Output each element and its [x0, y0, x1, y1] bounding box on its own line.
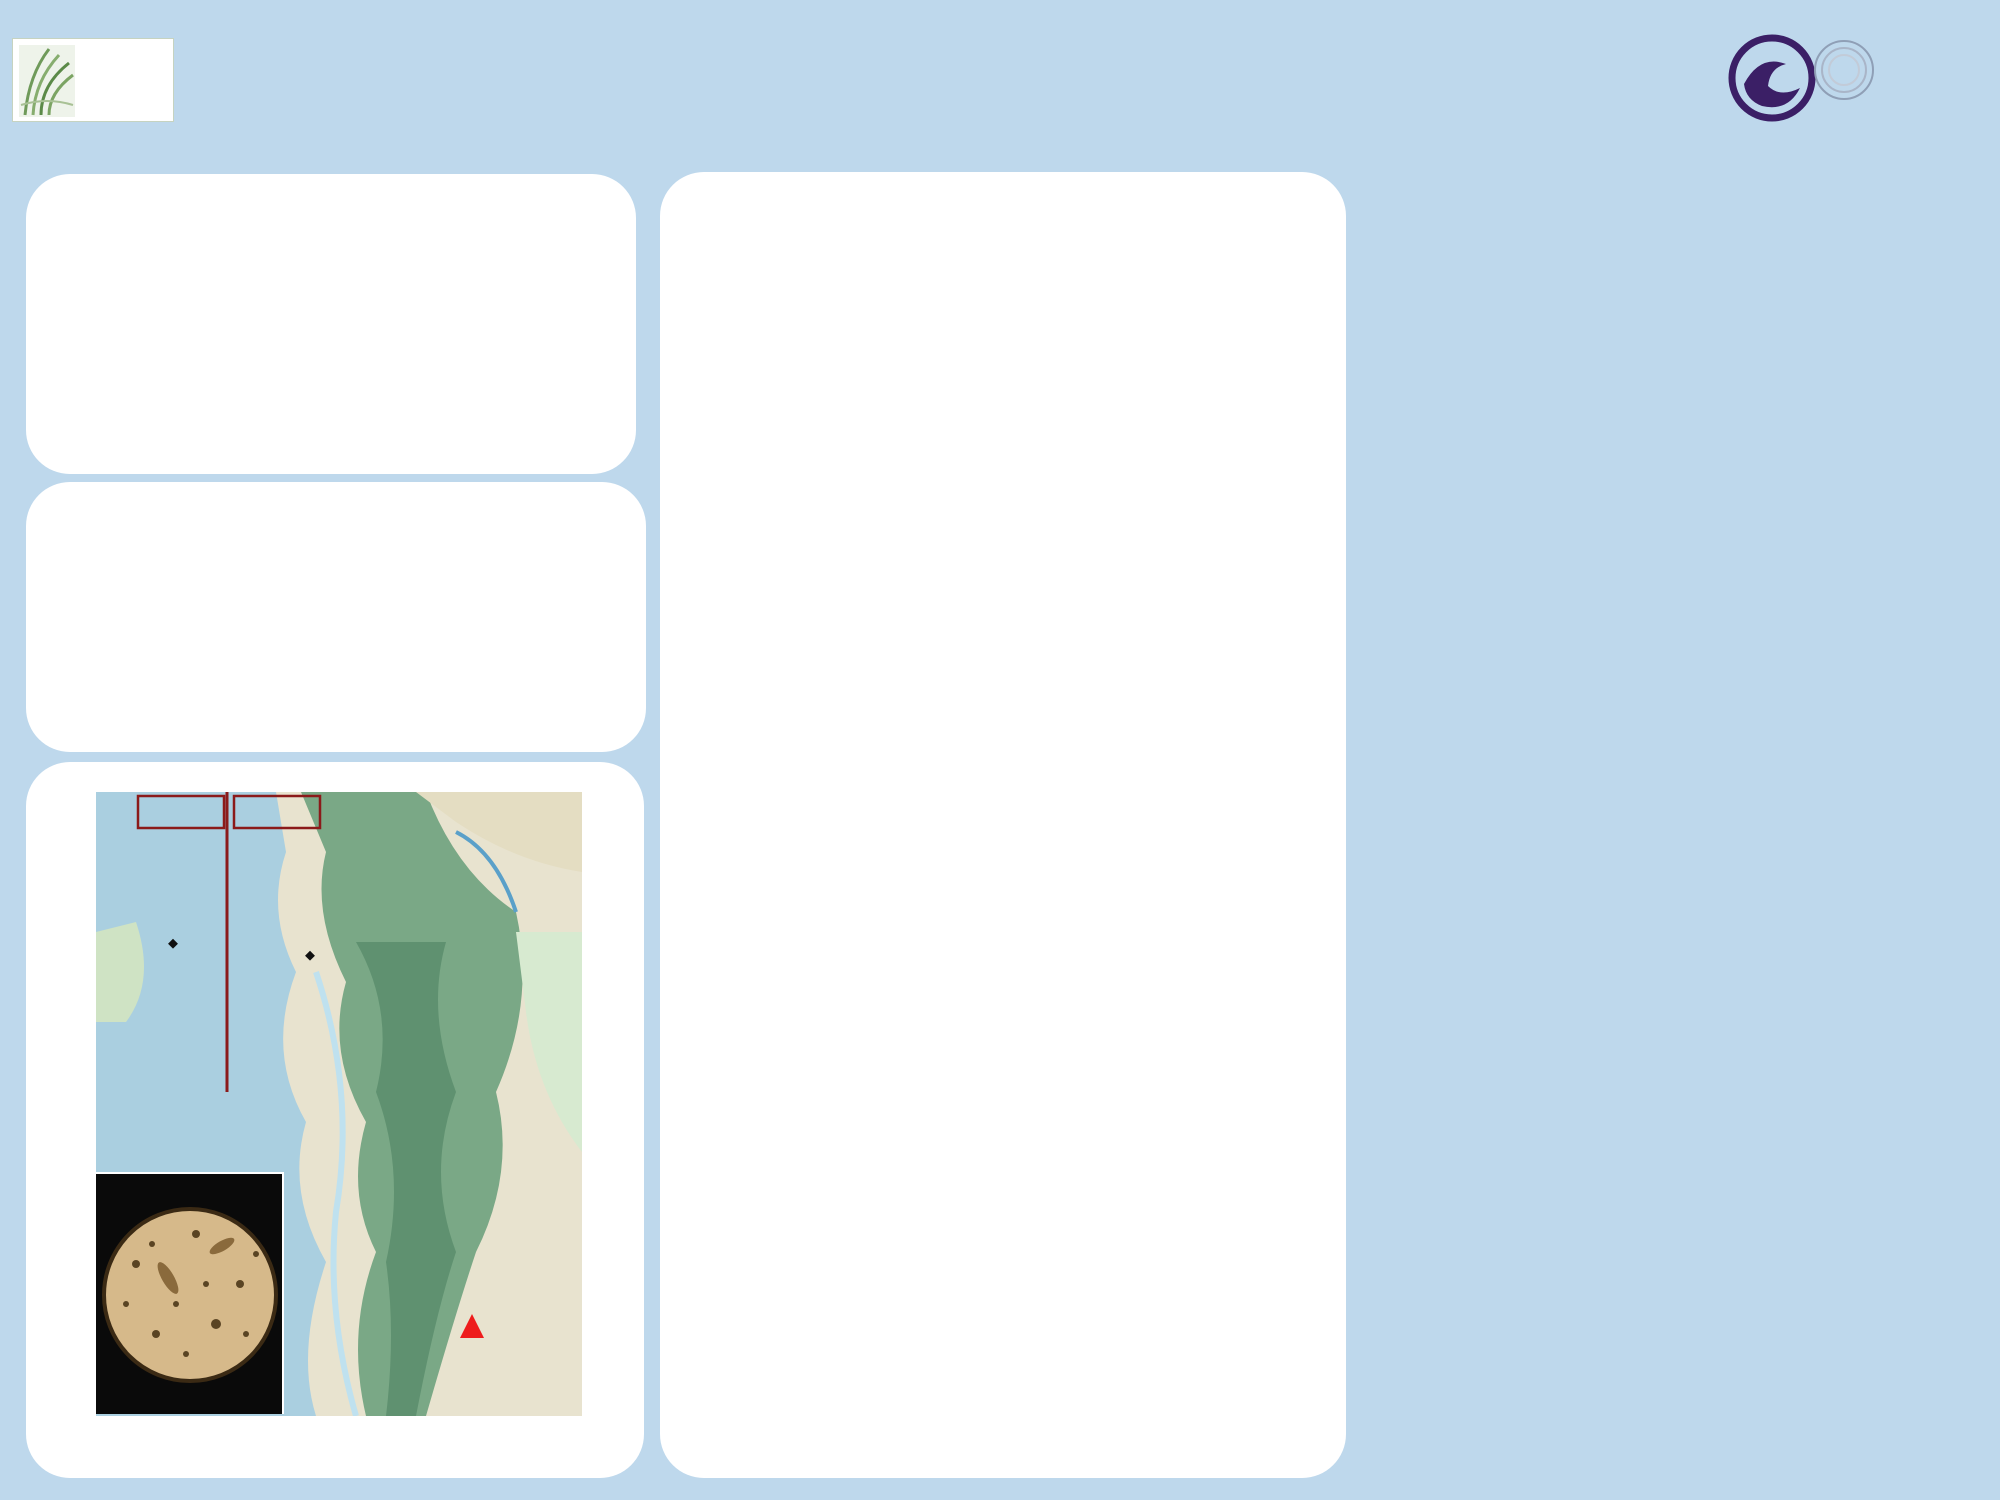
poster-header	[0, 0, 2000, 165]
background-panel	[26, 174, 636, 474]
results-panel	[660, 172, 1346, 1478]
copepod-microscope-image	[96, 1174, 284, 1416]
eelgrass-icon	[19, 45, 75, 117]
questions-panel	[26, 482, 646, 752]
methods-panel	[26, 762, 644, 1478]
nerrs-logo	[12, 38, 174, 122]
cicoes-circle-icon	[1812, 38, 1876, 102]
cicoes-logo	[1812, 36, 1992, 106]
microscope-photo	[96, 1172, 284, 1414]
wave-circle-icon	[1722, 34, 1822, 122]
uw-logo	[182, 38, 292, 122]
fig1-bar-chart	[660, 226, 1346, 746]
school-of-oceanography-logo	[1722, 34, 1822, 144]
